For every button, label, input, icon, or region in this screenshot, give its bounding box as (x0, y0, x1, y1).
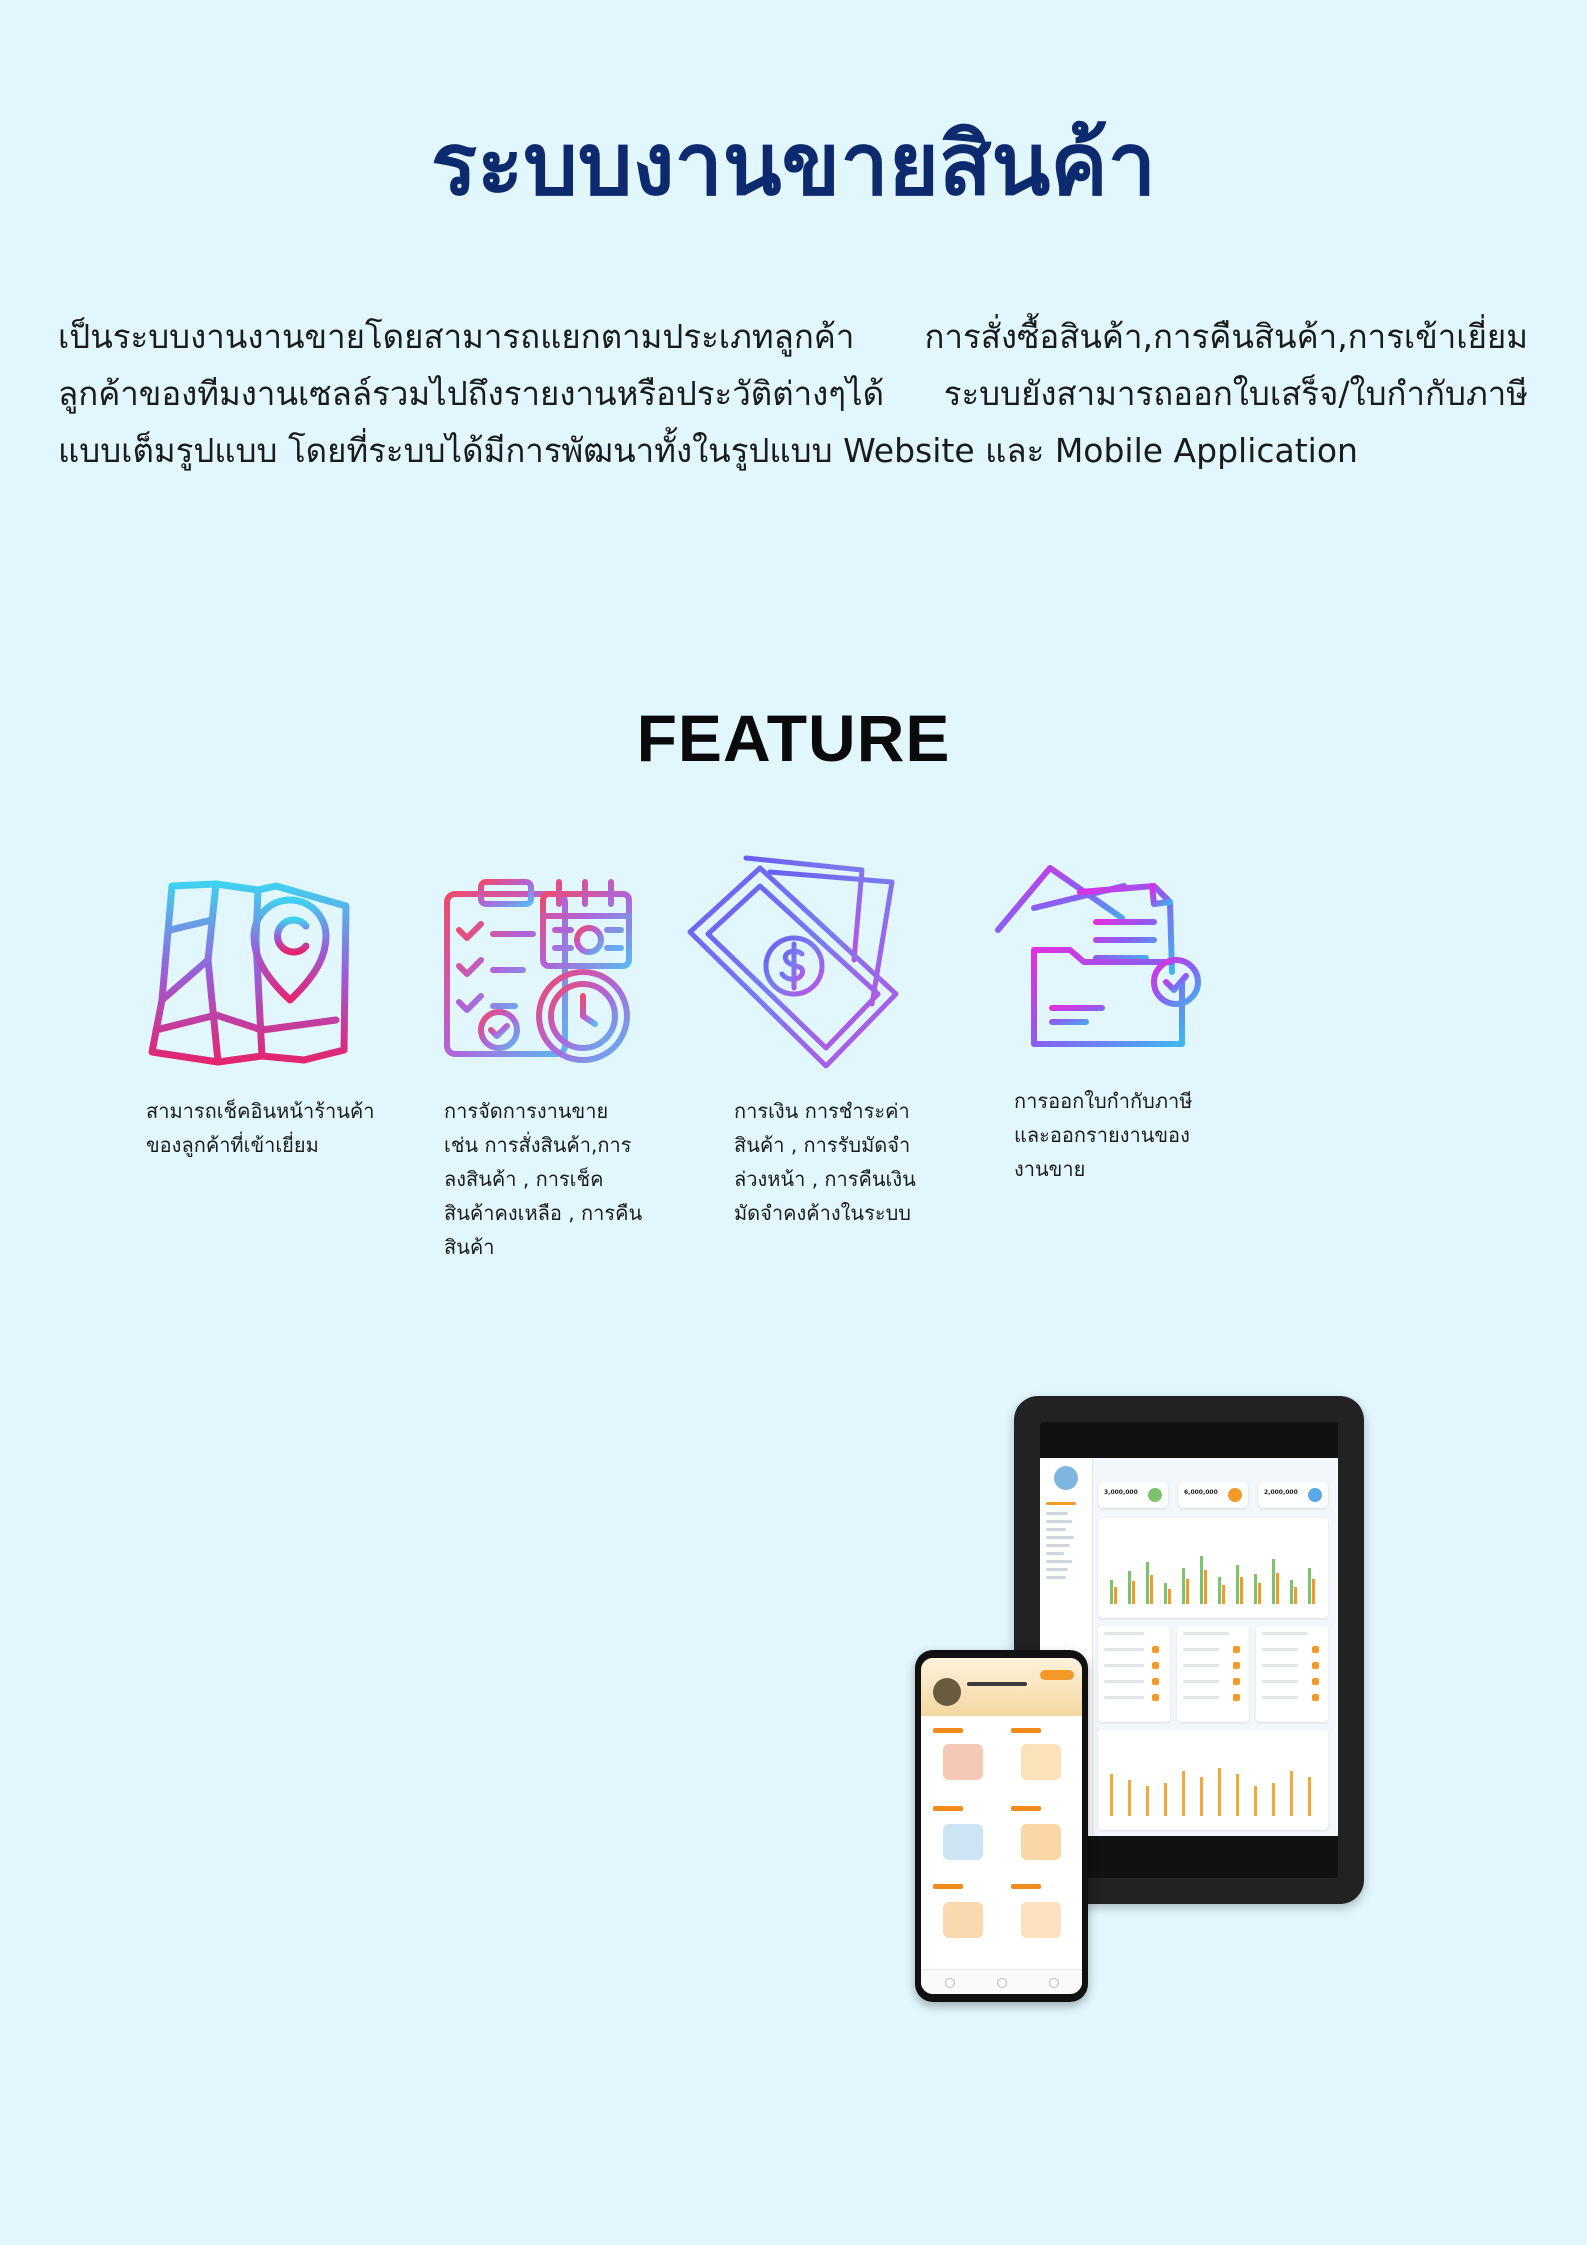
history-illustration (943, 1902, 983, 1938)
product-list-panel (1256, 1626, 1328, 1722)
stat-value: 3,000,000 (1104, 1489, 1138, 1496)
chart-bar (1276, 1573, 1279, 1604)
stat-icon (1148, 1488, 1162, 1502)
chart-bar (1222, 1585, 1225, 1604)
stat-value: 2,000,000 (1264, 1489, 1298, 1496)
nav-settings-icon (1049, 1978, 1059, 1988)
chart-bar (1168, 1589, 1171, 1604)
feature-caption-2: การจัดการงานขาย เช่น การสั่งสินค้า,การลงสินค้า , การเช็คสินค้าคงเหลือ , การคืนสินค้า (444, 1099, 643, 1259)
chart-bar (1258, 1583, 1261, 1604)
checklist-calendar-clock-icon (443, 874, 633, 1064)
shop-illustration (943, 1744, 983, 1780)
feature-caption-3: การเงิน การชำระค่าสินค้า , การรับมัดจำล่วงหน้า , การคืนเงินมัดจำคงค้างในระบบ (734, 1099, 916, 1225)
chart-bar (1272, 1783, 1275, 1816)
mobile-header (921, 1658, 1082, 1716)
avatar (933, 1678, 961, 1706)
chart-bar (1272, 1559, 1275, 1604)
chart-bar (1164, 1783, 1167, 1816)
chart-bar (1186, 1579, 1189, 1604)
team-illustration (1021, 1902, 1061, 1938)
chart-bar (1290, 1771, 1293, 1816)
sidebar-menu-item (1046, 1528, 1066, 1531)
chart-bar (1236, 1565, 1239, 1604)
stat-icon (1228, 1488, 1242, 1502)
stat-value: 6,000,000 (1184, 1489, 1218, 1496)
phone-mockup (915, 1650, 1088, 2002)
sidebar-menu-item (1046, 1568, 1068, 1571)
chart-bar (1236, 1774, 1239, 1816)
stat-card (1098, 1482, 1168, 1508)
chart-bar (1290, 1580, 1293, 1604)
mobile-app-screenshot (921, 1658, 1082, 1994)
chart-bar (1240, 1577, 1243, 1604)
map-pin-icon (146, 880, 352, 1066)
sidebar-menu-item (1046, 1512, 1068, 1515)
chart-bar (1218, 1768, 1221, 1816)
chart-bar (1254, 1574, 1257, 1604)
menu-label (1011, 1728, 1041, 1733)
user-name (967, 1682, 1027, 1686)
chart-bar (1128, 1780, 1131, 1816)
chart-bar (1200, 1556, 1203, 1604)
sidebar-menu-item (1046, 1536, 1074, 1539)
sidebar-menu-item (1046, 1560, 1072, 1563)
sidebar-menu-item (1046, 1576, 1066, 1579)
stat-icon (1308, 1488, 1322, 1502)
sales-bar-chart (1098, 1518, 1328, 1618)
chart-bar (1254, 1786, 1257, 1816)
chart-bar (1182, 1771, 1185, 1816)
feature-heading: FEATURE (636, 701, 951, 775)
chart-bar (1204, 1570, 1207, 1604)
chart-bar (1114, 1587, 1117, 1604)
chart-bar (1182, 1568, 1185, 1604)
sidebar-menu-item (1046, 1544, 1070, 1547)
chart-bar (1132, 1581, 1135, 1604)
menu-label (933, 1806, 963, 1811)
sidebar-menu-item (1046, 1552, 1064, 1555)
chart-bar (1308, 1568, 1311, 1604)
chart-bar (1294, 1587, 1297, 1604)
feature-caption-4: การออกใบกำกับภาษีและออกรายงานของงานขาย (1014, 1089, 1193, 1181)
menu-label (933, 1884, 963, 1889)
product-list-panel (1177, 1626, 1249, 1722)
chart-bar (1110, 1580, 1113, 1604)
folder-document-check-icon (994, 862, 1204, 1054)
menu-label (933, 1728, 963, 1733)
menu-label (1011, 1884, 1041, 1889)
chart-bar (1200, 1777, 1203, 1816)
sidebar-menu-item (1046, 1520, 1072, 1523)
stat-card (1178, 1482, 1248, 1508)
delivery-illustration (1021, 1744, 1061, 1780)
seller-illustration (943, 1824, 983, 1860)
bottom-nav (921, 1969, 1082, 1994)
nav-home-icon (945, 1978, 955, 1988)
orders-bar-chart (1098, 1730, 1328, 1830)
header-button (1040, 1670, 1074, 1680)
chart-bar (1146, 1562, 1149, 1604)
menu-label (1011, 1806, 1041, 1811)
page-title: ระบบงานขายสินค้า (430, 115, 1157, 215)
nav-user-icon (997, 1978, 1007, 1988)
chart-bar (1110, 1774, 1113, 1816)
chart-bar (1218, 1577, 1221, 1604)
chart-bar (1308, 1777, 1311, 1816)
feature-caption-1: สามารถเช็คอินหน้าร้านค้าของลูกค้าที่เข้าเยี่ยม (146, 1099, 375, 1157)
banknote-dollar-icon (686, 854, 900, 1072)
avatar (1054, 1466, 1078, 1490)
chart-bar (1146, 1786, 1149, 1816)
product-list-panel (1098, 1626, 1170, 1722)
stat-card (1258, 1482, 1328, 1508)
intro-description: เป็นระบบงานงานขายโดยสามารถแยกตามประเภทลูกค้า การสั่งซื้อสินค้า,การคืนสินค้า,การเข้าเยี่ยมลูกค้าของทีมงานเซลล์รวมไปถึงรายงานหรือประวัติต่างๆได้ ระบบยังสามารถออกใบเสร็จ/ใบกำกับภาษีแบบเต็มรูปแบบ โดยที่ระบบได้มีการพัฒนาทั้งในรูปแบบ Website และ Mobile Application (58, 317, 1528, 470)
chart-bar (1128, 1571, 1131, 1604)
payment-illustration (1021, 1824, 1061, 1860)
chart-bar (1164, 1583, 1167, 1604)
sidebar-menu-item (1046, 1502, 1076, 1505)
chart-bar (1150, 1575, 1153, 1604)
chart-bar (1312, 1579, 1315, 1604)
